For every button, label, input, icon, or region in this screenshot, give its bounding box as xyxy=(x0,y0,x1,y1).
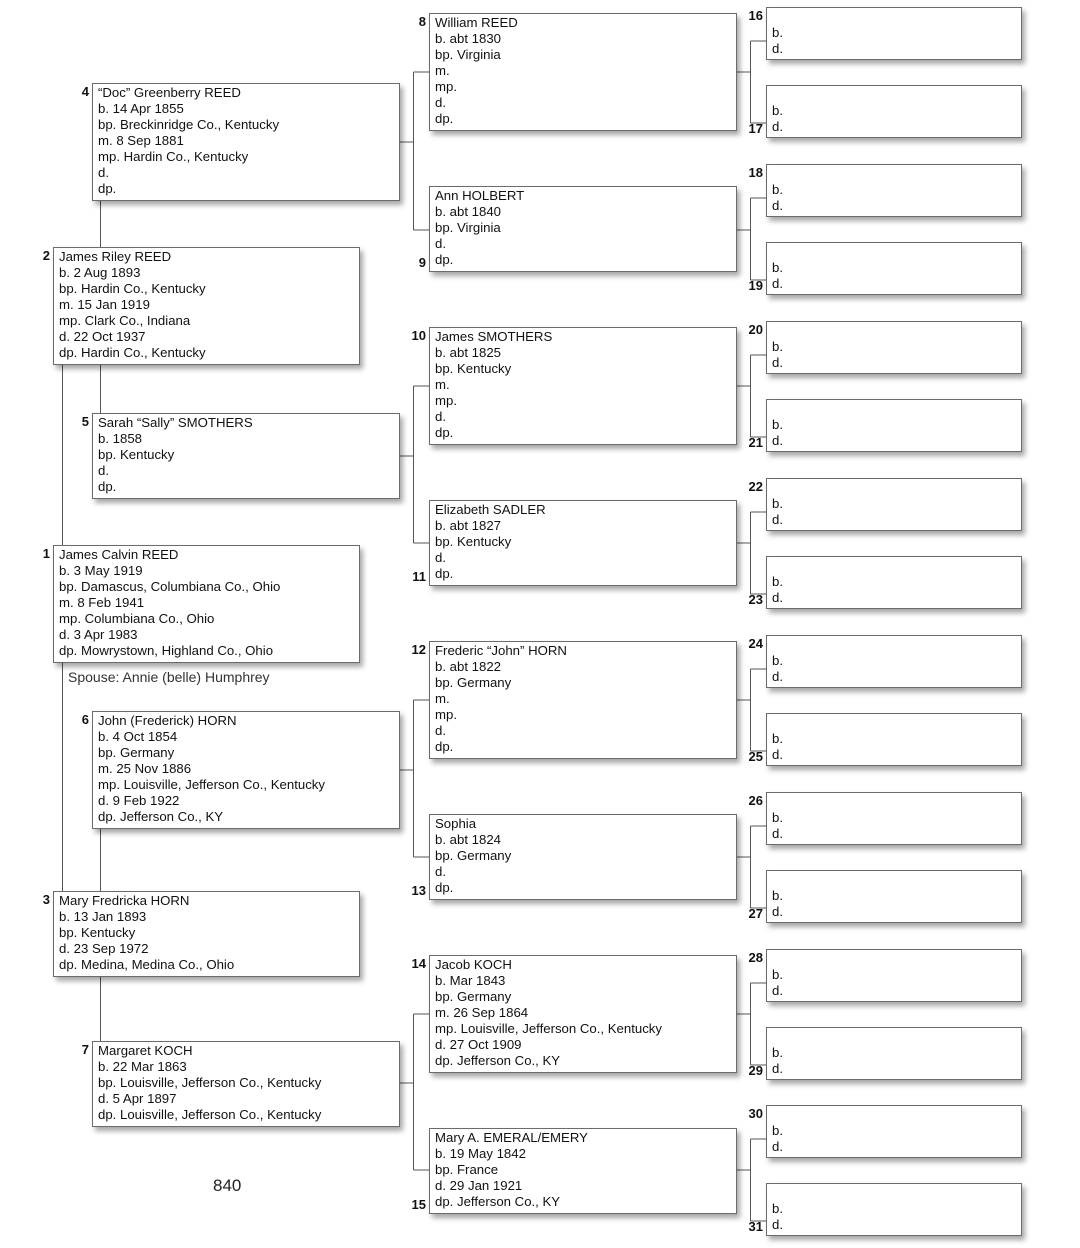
person-detail: mp. Columbiana Co., Ohio xyxy=(59,611,215,626)
person-detail: dp. xyxy=(435,566,454,581)
person-name: James SMOTHERS xyxy=(435,329,553,344)
person-detail: b. xyxy=(772,1201,783,1216)
person-detail: d. xyxy=(772,1217,783,1232)
person-detail: b. xyxy=(772,260,783,275)
person-detail: b. abt 1824 xyxy=(435,832,501,847)
person-detail: dp. Jefferson Co., KY xyxy=(435,1194,561,1209)
ahnentafel-number: 22 xyxy=(748,479,763,494)
person-detail: b. xyxy=(772,182,783,197)
person-detail: dp. xyxy=(435,880,454,895)
person-box-7 xyxy=(92,1041,400,1127)
ahnentafel-number: 11 xyxy=(412,569,426,584)
person-detail: d. xyxy=(772,119,783,134)
person-detail: bp. Breckinridge Co., Kentucky xyxy=(98,117,280,132)
person-detail: bp. Kentucky xyxy=(59,925,136,940)
person-detail: dp. Mowrystown, Highland Co., Ohio xyxy=(59,643,274,658)
person-detail: b. xyxy=(772,967,783,982)
person-detail: b. xyxy=(772,653,783,668)
person-detail: d. 3 Apr 1983 xyxy=(59,627,138,642)
ahnentafel-number: 8 xyxy=(418,14,426,29)
person-detail: d. xyxy=(98,165,109,180)
person-detail: b. abt 1827 xyxy=(435,518,501,533)
person-detail: d. xyxy=(772,983,783,998)
person-detail: d. xyxy=(772,747,783,762)
person-detail: d. xyxy=(772,198,783,213)
ahnentafel-number: 7 xyxy=(81,1042,89,1057)
person-detail: d. xyxy=(772,826,783,841)
person-name: Jacob KOCH xyxy=(435,957,512,972)
person-detail: b. xyxy=(772,1045,783,1060)
person-detail: b. 19 May 1842 xyxy=(435,1146,526,1161)
ahnentafel-number: 27 xyxy=(748,906,763,921)
ahnentafel-number: 28 xyxy=(748,950,763,965)
person-name: Elizabeth SADLER xyxy=(435,502,546,517)
person-detail: b. 1858 xyxy=(98,431,142,446)
ahnentafel-number: 30 xyxy=(748,1106,763,1121)
person-detail: dp. xyxy=(435,111,454,126)
person-detail: dp. xyxy=(435,425,454,440)
person-detail: b. xyxy=(772,731,783,746)
person-detail: dp. Medina, Medina Co., Ohio xyxy=(59,957,235,972)
person-detail: b. xyxy=(772,103,783,118)
ahnentafel-number: 9 xyxy=(418,255,426,270)
person-detail: bp. Germany xyxy=(435,848,512,863)
ahnentafel-number: 14 xyxy=(411,956,426,971)
person-detail: d. xyxy=(772,904,783,919)
person-detail: b. 22 Mar 1863 xyxy=(98,1059,187,1074)
person-name: Frederic “John” HORN xyxy=(435,643,567,658)
person-detail: b. abt 1822 xyxy=(435,659,501,674)
ahnentafel-number: 6 xyxy=(81,712,89,727)
person-detail: b. xyxy=(772,496,783,511)
person-detail: b. xyxy=(772,25,783,40)
person-detail: dp. Jefferson Co., KY xyxy=(98,809,224,824)
ahnentafel-number: 4 xyxy=(81,84,89,99)
person-detail: m. xyxy=(435,691,450,706)
person-box-2 xyxy=(53,247,360,365)
person-box-21 xyxy=(766,399,1022,452)
person-detail: mp. xyxy=(435,393,457,408)
ahnentafel-number: 18 xyxy=(748,165,763,180)
person-box-26 xyxy=(766,792,1022,845)
ahnentafel-number: 29 xyxy=(748,1063,763,1078)
person-box-20 xyxy=(766,321,1022,374)
person-detail: b. xyxy=(772,574,783,589)
person-box-11 xyxy=(429,500,737,586)
person-detail: d. xyxy=(435,409,446,424)
person-detail: m. 25 Nov 1886 xyxy=(98,761,192,776)
person-box-13 xyxy=(429,814,737,900)
ahnentafel-number: 1 xyxy=(42,546,50,561)
person-detail: dp. xyxy=(98,181,117,196)
person-name: “Doc” Greenberry REED xyxy=(98,85,241,100)
ahnentafel-number: 25 xyxy=(748,749,763,764)
ahnentafel-number: 15 xyxy=(411,1197,426,1212)
person-box-10 xyxy=(429,327,737,445)
person-box-25 xyxy=(766,713,1022,766)
person-detail: d. xyxy=(772,669,783,684)
person-detail: bp. Virginia xyxy=(435,220,501,235)
person-detail: d. xyxy=(435,723,446,738)
person-detail: d. xyxy=(435,550,446,565)
person-detail: b. 14 Apr 1855 xyxy=(98,101,184,116)
person-detail: d. 23 Sep 1972 xyxy=(59,941,149,956)
person-detail: b. 2 Aug 1893 xyxy=(59,265,141,280)
person-box-14 xyxy=(429,955,737,1073)
person-detail: b. abt 1840 xyxy=(435,204,501,219)
person-name: Sarah “Sally” SMOTHERS xyxy=(98,415,253,430)
person-detail: dp. Jefferson Co., KY xyxy=(435,1053,561,1068)
person-box-31 xyxy=(766,1183,1022,1236)
person-name: John (Frederick) HORN xyxy=(98,713,237,728)
ahnentafel-number: 5 xyxy=(81,414,89,429)
person-detail: d. 9 Feb 1922 xyxy=(98,793,180,808)
person-box-27 xyxy=(766,870,1022,923)
person-box-16 xyxy=(766,7,1022,60)
person-box-6 xyxy=(92,711,400,829)
person-detail: mp. Louisville, Jefferson Co., Kentucky xyxy=(98,777,325,792)
person-detail: b. xyxy=(772,1123,783,1138)
person-box-22 xyxy=(766,478,1022,531)
person-name: Sophia xyxy=(435,816,477,831)
person-detail: d. 27 Oct 1909 xyxy=(435,1037,522,1052)
person-box-15 xyxy=(429,1128,737,1214)
person-name: James Riley REED xyxy=(59,249,172,264)
ahnentafel-number: 20 xyxy=(748,322,763,337)
person-detail: m. xyxy=(435,63,450,78)
person-box-30 xyxy=(766,1105,1022,1158)
ahnentafel-number: 12 xyxy=(411,642,426,657)
person-detail: b. 13 Jan 1893 xyxy=(59,909,147,924)
person-box-12 xyxy=(429,641,737,759)
person-detail: mp. xyxy=(435,79,457,94)
person-box-3 xyxy=(53,891,360,977)
person-detail: d. xyxy=(772,355,783,370)
person-detail: d. xyxy=(98,463,109,478)
person-detail: m. 8 Sep 1881 xyxy=(98,133,184,148)
person-detail: d. xyxy=(772,276,783,291)
person-detail: bp. Kentucky xyxy=(435,361,512,376)
person-detail: bp. Virginia xyxy=(435,47,501,62)
person-detail: dp. Louisville, Jefferson Co., Kentucky xyxy=(98,1107,322,1122)
person-detail: m. 26 Sep 1864 xyxy=(435,1005,529,1020)
ahnentafel-number: 3 xyxy=(42,892,50,907)
ahnentafel-number: 16 xyxy=(748,8,763,23)
person-detail: d. xyxy=(772,41,783,56)
ahnentafel-number: 13 xyxy=(411,883,426,898)
person-detail: dp. xyxy=(435,252,454,267)
person-detail: b. Mar 1843 xyxy=(435,973,506,988)
person-detail: mp. Hardin Co., Kentucky xyxy=(98,149,249,164)
person-name: James Calvin REED xyxy=(59,547,179,562)
ahnentafel-number: 21 xyxy=(748,435,763,450)
person-detail: mp. xyxy=(435,707,457,722)
person-detail: mp. Clark Co., Indiana xyxy=(59,313,191,328)
person-box-17 xyxy=(766,85,1022,138)
person-box-5 xyxy=(92,413,400,499)
spouse-label: Spouse: Annie (belle) Humphrey xyxy=(68,669,270,685)
person-box-1 xyxy=(53,545,360,663)
person-name: Mary Fredricka HORN xyxy=(59,893,190,908)
person-detail: b. xyxy=(772,339,783,354)
person-detail: m. xyxy=(435,377,450,392)
person-box-19 xyxy=(766,242,1022,295)
person-detail: d. xyxy=(435,236,446,251)
ahnentafel-number: 26 xyxy=(748,793,763,808)
person-detail: b. abt 1825 xyxy=(435,345,501,360)
ahnentafel-number: 17 xyxy=(748,121,763,136)
ahnentafel-number: 23 xyxy=(748,592,763,607)
person-detail: b. xyxy=(772,888,783,903)
ahnentafel-number: 24 xyxy=(748,636,763,651)
person-box-8 xyxy=(429,13,737,131)
person-detail: b. xyxy=(772,417,783,432)
person-detail: d. xyxy=(435,95,446,110)
person-detail: bp. Germany xyxy=(98,745,175,760)
person-detail: d. 5 Apr 1897 xyxy=(98,1091,177,1106)
person-detail: b. 4 Oct 1854 xyxy=(98,729,178,744)
person-detail: bp. Germany xyxy=(435,989,512,1004)
person-box-9 xyxy=(429,186,737,272)
person-box-4 xyxy=(92,83,400,201)
ahnentafel-number: 10 xyxy=(411,328,426,343)
ahnentafel-number: 2 xyxy=(42,248,50,263)
person-detail: d. xyxy=(772,512,783,527)
person-detail: bp. Kentucky xyxy=(435,534,512,549)
person-detail: d. xyxy=(772,1061,783,1076)
person-detail: bp. Damascus, Columbiana Co., Ohio xyxy=(59,579,281,594)
person-detail: b. abt 1830 xyxy=(435,31,501,46)
page-number: 840 xyxy=(213,1176,242,1195)
person-detail: b. 3 May 1919 xyxy=(59,563,143,578)
person-detail: dp. xyxy=(98,479,117,494)
person-name: Mary A. EMERAL/EMERY xyxy=(435,1130,588,1145)
person-box-28 xyxy=(766,949,1022,1002)
person-detail: bp. Louisville, Jefferson Co., Kentucky xyxy=(98,1075,322,1090)
person-detail: d. xyxy=(772,1139,783,1154)
ahnentafel-number: 31 xyxy=(748,1219,763,1234)
person-detail: m. 15 Jan 1919 xyxy=(59,297,150,312)
person-name: Margaret KOCH xyxy=(98,1043,193,1058)
person-name: Ann HOLBERT xyxy=(435,188,525,203)
person-box-29 xyxy=(766,1027,1022,1080)
person-detail: d. 29 Jan 1921 xyxy=(435,1178,523,1193)
person-detail: bp. France xyxy=(435,1162,499,1177)
person-detail: m. 8 Feb 1941 xyxy=(59,595,145,610)
person-detail: dp. Hardin Co., Kentucky xyxy=(59,345,206,360)
person-detail: d. 22 Oct 1937 xyxy=(59,329,146,344)
person-box-24 xyxy=(766,635,1022,688)
person-detail: bp. Germany xyxy=(435,675,512,690)
person-detail: bp. Hardin Co., Kentucky xyxy=(59,281,206,296)
person-detail: dp. xyxy=(435,739,454,754)
person-detail: d. xyxy=(772,433,783,448)
person-detail: bp. Kentucky xyxy=(98,447,175,462)
person-box-23 xyxy=(766,556,1022,609)
person-detail: mp. Louisville, Jefferson Co., Kentucky xyxy=(435,1021,662,1036)
person-name: William REED xyxy=(435,15,518,30)
person-box-18 xyxy=(766,164,1022,217)
person-detail: d. xyxy=(435,864,446,879)
person-detail: b. xyxy=(772,810,783,825)
ahnentafel-number: 19 xyxy=(748,278,763,293)
person-detail: d. xyxy=(772,590,783,605)
